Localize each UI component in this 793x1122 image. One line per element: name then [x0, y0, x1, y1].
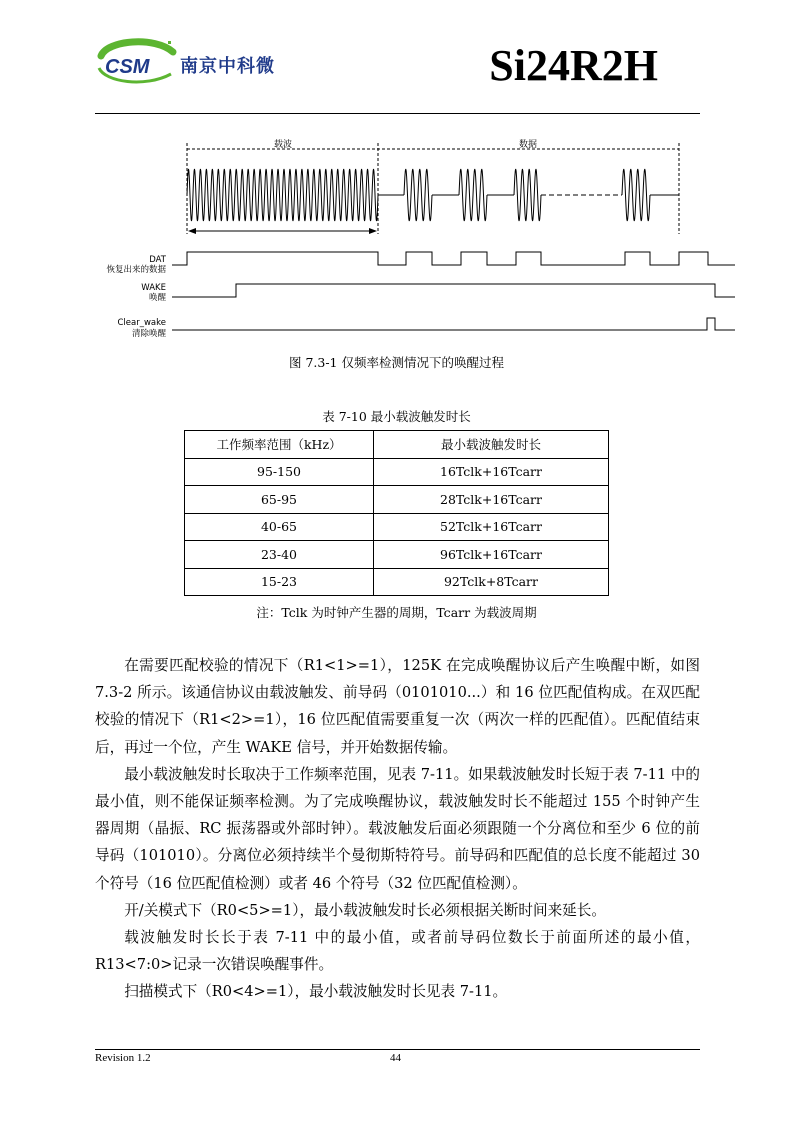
- min-duration-cell: 92Tclk+8Tcarr: [374, 568, 609, 596]
- paragraph: 开/关模式下（R0<5>=1），最小载波触发时长必须根据关断时间来延长。: [124, 901, 606, 919]
- carrier-waveform: [187, 169, 378, 221]
- dat-signal-line: [172, 252, 735, 265]
- footer-revision: Revision 1.2: [95, 1052, 151, 1064]
- figure-caption: 图 7.3-1 仅频率检测情况下的唤醒过程: [288, 355, 504, 370]
- data-label: 数据: [518, 140, 538, 150]
- clear-wake-signal-line: [172, 318, 735, 330]
- min-duration-cell: 16Tclk+16Tcarr: [374, 458, 609, 486]
- table-caption: 表 7-10 最小载波触发时长: [322, 409, 471, 424]
- table-header-row: [185, 431, 609, 459]
- signal-dat-desc: 恢复出来的数据: [106, 265, 166, 275]
- logo-swoosh-icon: [101, 42, 173, 56]
- table-row: [185, 568, 609, 596]
- waveform-path: [514, 169, 541, 221]
- min-duration-cell: 96Tclk+16Tcarr: [374, 541, 609, 569]
- table-note: 注：Tclk 为时钟产生器的周期，Tcarr 为载波周期: [256, 605, 537, 620]
- signal-dat-name: DAT: [149, 255, 166, 265]
- company-name: 南京中科微: [180, 56, 275, 77]
- logo-text: CSM: [105, 56, 150, 78]
- freq-range-cell: 15-23: [185, 568, 374, 596]
- paragraph: 在需要匹配校验的情况下（R1<1>=1），125K 在完成唤醒协议后产生唤醒中断，如图 7.3-2 所示。该通信协议由载波触发、前导码（0101010...）和 16 位匹配值构成。在双匹配校验的情况下（R1<2>=1），16 位匹配值需要重复一次（两次一样的匹配值）。匹配值结束后，再过一个位，产生 WAKE 信号，并开始数据传输。: [95, 657, 700, 756]
- waveform-path: [187, 169, 378, 221]
- signal-clear-wake-name: Clear_wake: [117, 318, 166, 328]
- footer-divider: [95, 1049, 700, 1050]
- paragraph: 载波触发时长长于表 7-11 中的最小值，或者前导码位数长于前面所述的最小值，R13<7:0>记录一次错误唤醒事件。: [95, 929, 700, 974]
- waveform-path: [622, 169, 650, 221]
- waveform-path: [404, 169, 432, 221]
- header-divider: [95, 113, 700, 114]
- table-row: [185, 486, 609, 514]
- freq-range-cell: 95-150: [185, 458, 374, 486]
- table-row: [185, 458, 609, 486]
- document-title: Si24R2H: [489, 41, 658, 90]
- wake-signal-line: [172, 284, 735, 297]
- signal-clear-wake-desc: 清除唤醒: [131, 329, 166, 339]
- body-text: [95, 652, 700, 1006]
- waveform-path: [459, 169, 487, 221]
- table-row: [185, 513, 609, 541]
- paragraph: 扫描模式下（R0<4>=1），最小载波触发时长见表 7-11。: [124, 983, 508, 1001]
- min-carrier-table: [184, 430, 609, 596]
- table-row: [185, 541, 609, 569]
- page-number: 44: [390, 1052, 401, 1064]
- min-duration-cell: 52Tclk+16Tcarr: [374, 513, 609, 541]
- signal-wake-desc: 唤醒: [148, 293, 166, 303]
- paragraph: 最小载波触发时长取决于工作频率范围，见表 7-11。如果载波触发时长短于表 7-11 中的最小值，则不能保证频率检测。为了完成唤醒协议，载波触发时长不能超过 155 个时钟产生器周期（晶振、RC 振荡器或外部时钟）。载波触发后面必须跟随一个分离位和至少 6 位的前导码（101010）。分离位必须持续半个曼彻斯特符号。前导码和匹配值的总长度不能超过 30 个符号（16 位匹配值检测）或者 46 个符号（32 位匹配值检测）。: [95, 765, 700, 892]
- freq-range-cell: 23-40: [185, 541, 374, 569]
- freq-range-cell: 40-65: [185, 513, 374, 541]
- column-header: 最小载波触发时长: [374, 431, 609, 459]
- signal-wake-name: WAKE: [141, 283, 166, 293]
- column-header: 工作频率范围（kHz）: [185, 431, 374, 459]
- min-duration-cell: 28Tclk+16Tcarr: [374, 486, 609, 514]
- timing-diagram: [0, 130, 793, 345]
- freq-range-cell: 65-95: [185, 486, 374, 514]
- carrier-label: 载波: [273, 140, 293, 150]
